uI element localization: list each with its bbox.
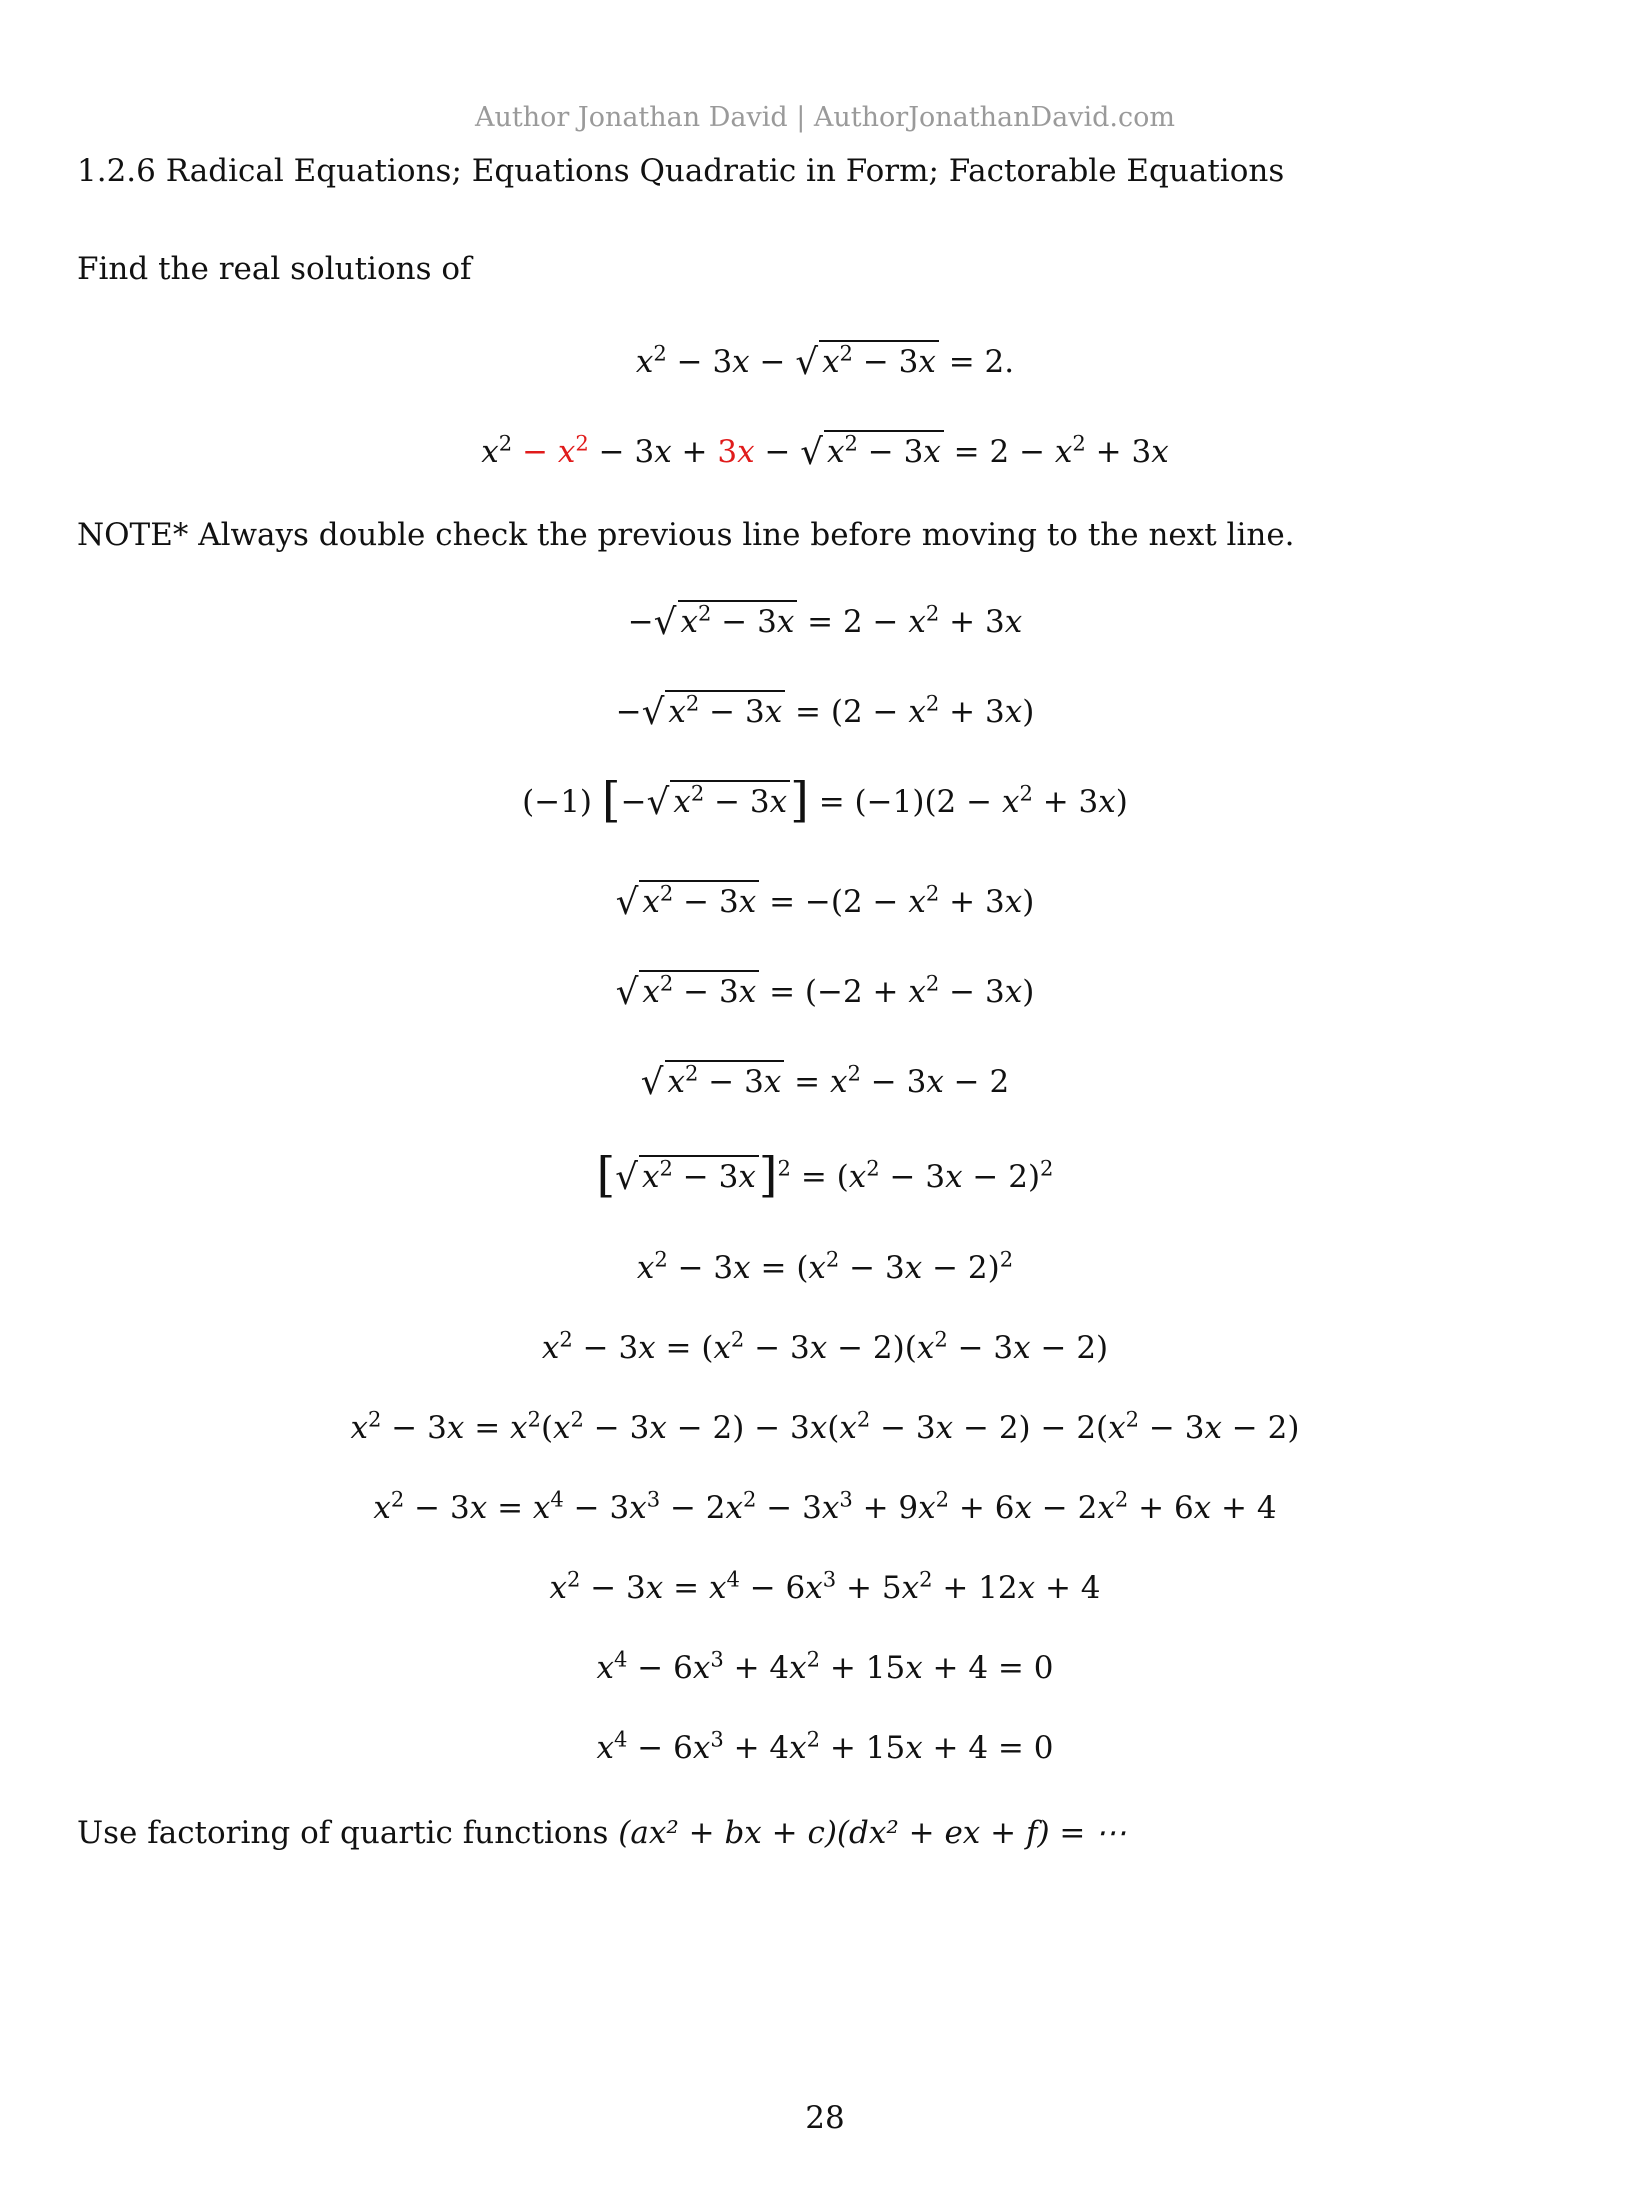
page-header: Author Jonathan David | AuthorJonathanDavid.com <box>475 102 1175 133</box>
page-number: 28 <box>805 2100 845 2136</box>
equation-8: √ $x^2 - 3x = x^2 - 3x - 2$ <box>640 1060 1010 1103</box>
equation-10: $x^2 - 3x = (x^2 - 3x - 2)^2$ <box>636 1246 1014 1286</box>
equation-7: √ $x^2 - 3x = (-2 + x^2 - 3x)$ <box>615 970 1035 1013</box>
closing-text: Use factoring of quartic functions <box>77 1815 609 1851</box>
equation-16: $x^4 - 6x^3 + 4x^2 + 15x + 4 = 0$ <box>596 1726 1054 1766</box>
equation-11: $x^2 - 3x = (x^2 - 3x - 2)(x^2 - 3x - 2)$ <box>541 1326 1109 1366</box>
equation-9: [√ $x^2 - 3x]^2 = (x^2 - 3x - 2)^2$ <box>596 1147 1054 1203</box>
closing-line <box>77 1815 1126 1851</box>
equation-6: √ $x^2 - 3x = -(2 - x^2 + 3x)$ <box>615 880 1035 923</box>
equation-3: −√ $x^2 - 3x = 2 - x^2 + 3x$ <box>627 600 1023 643</box>
equation-5: (−1) [−√ $x^2 - 3x] = (-1)(2 - x^2 + 3x)$ <box>522 772 1128 828</box>
note-text: NOTE* Always double check the previous line before moving to the next line. <box>77 517 1295 553</box>
equation-13: $x^2 - 3x = x^4 - 3x^3 - 2x^2 - 3x^3 + 9x^2 + 6x - 2x^2 + 6x + 4$ <box>373 1486 1277 1526</box>
closing-formula: (ax² + bx + c)(dx² + ex + f) = ⋯ <box>618 1815 1127 1851</box>
equation-15: $x^4 - 6x^3 + 4x^2 + 15x + 4 = 0$ <box>596 1646 1054 1686</box>
equation-12: $x^2 - 3x = x^2(x^2 - 3x - 2) - 3x(x^2 - 3x - 2) - 2(x^2 - 3x - 2)$ <box>350 1406 1300 1446</box>
section-title: 1.2.6 Radical Equations; Equations Quadratic in Form; Factorable Equations <box>77 153 1285 189</box>
equation-1: $x^2 - 3x$ − √ $x^2 - 3x = 2$. <box>635 340 1015 383</box>
equation-4: −√ $x^2 - 3x = (2 - x^2 + 3x)$ <box>615 690 1035 733</box>
equation-2: $x^2 - x^2 - 3x + 3x$ − √ $x^2 - 3x = 2 - x^2 + 3x$ <box>481 430 1169 473</box>
equation-14: $x^2 - 3x = x^4 - 6x^3 + 5x^2 + 12x + 4$ <box>549 1566 1101 1606</box>
problem-prompt: Find the real solutions of <box>77 251 472 287</box>
